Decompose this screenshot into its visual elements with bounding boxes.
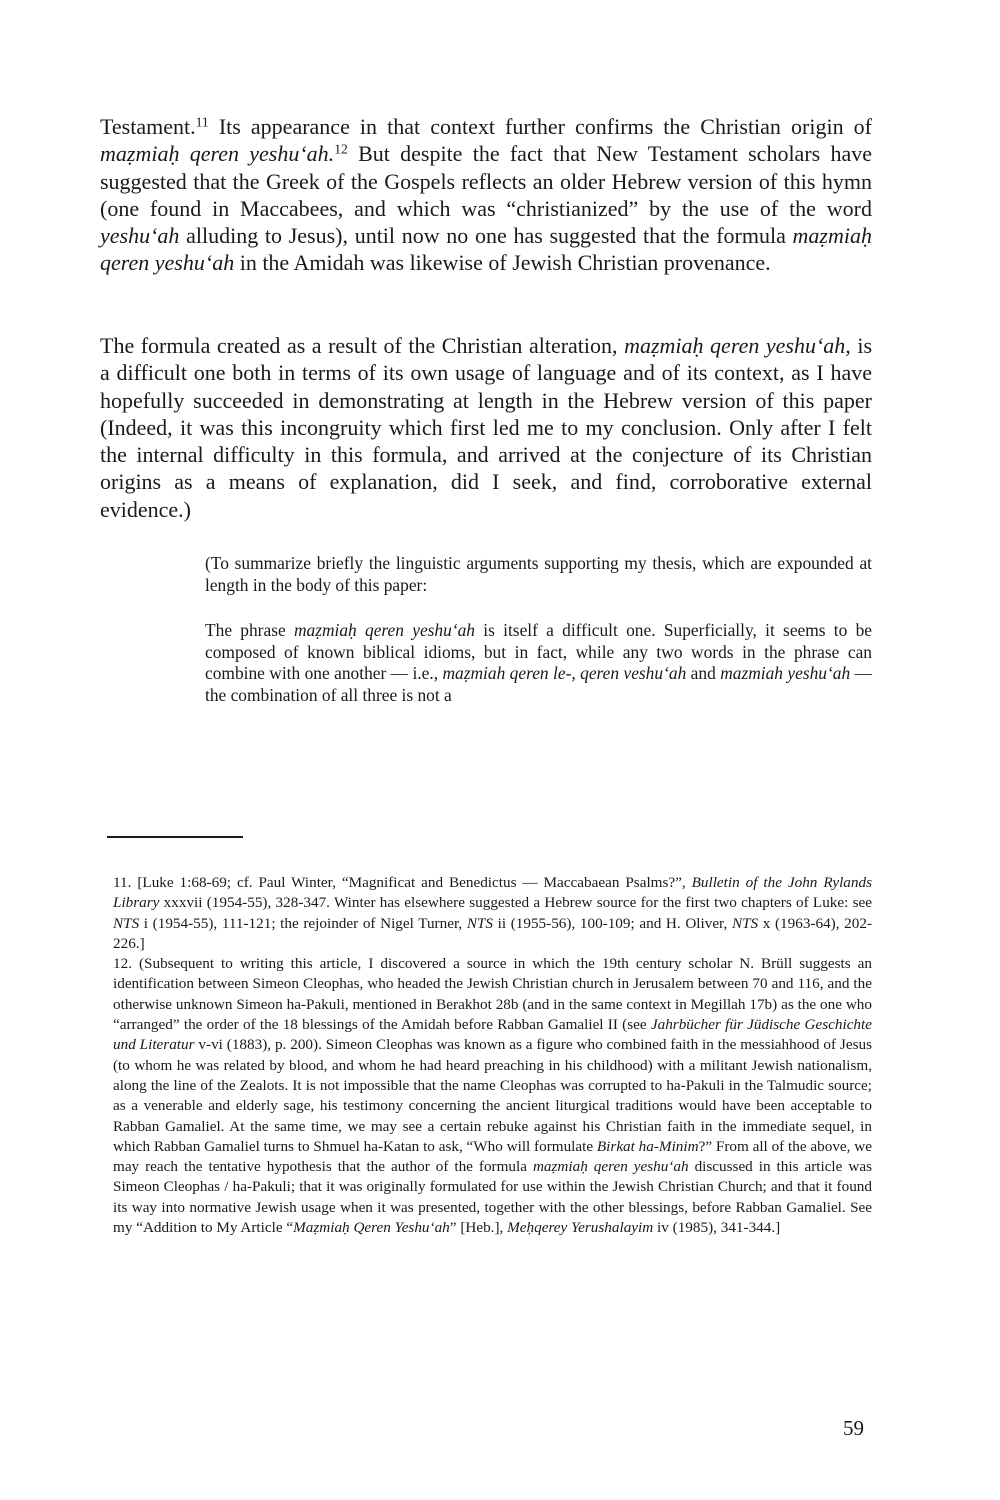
footnote-11 xyxy=(113,873,872,954)
italic-term: maẓmiaḥ qeren yeshu‘ah xyxy=(532,1158,689,1176)
footnote-12 xyxy=(113,954,872,1238)
footnote-ref-12[interactable]: 12 xyxy=(334,141,348,157)
italic-title: NTS xyxy=(113,914,140,932)
italic-title: Bulletin of the John Rylands Library xyxy=(113,874,872,912)
text-segment: Its appearance in that context further confirms the Christian origin of xyxy=(208,114,872,139)
footnotes xyxy=(113,873,872,1238)
italic-title: Meḥqerey Yerushalayim xyxy=(507,1219,654,1237)
indented-summary-paragraph xyxy=(205,620,872,706)
text-segment: Testament. xyxy=(100,114,196,139)
text-segment: discussed in this article was Simeon Cleophas / ha-Pakuli; that it was originally formulated for use within the Jewish Christian Church; and that it found its way into normative Jewish usage when it was presented, together with the other blessings, before Rabban Gamaliel. See my “Addition to My Article “ xyxy=(113,1158,872,1237)
text-segment: ii (1955-56), 100-109; and H. Oliver, xyxy=(493,914,732,932)
text-segment: 12. (Subsequent to writing this article, I discovered a source in which the 19th century scholar N. Brüll suggests an identification between Simeon Cleophas, who headed the Jewish Christian church in Jerusalem between 70 and 116, and the otherwise unknown Simeon ha-Pakuli, mentioned in Berakhot 28b (and in the same context in Megillah 17b) as the one who “arranged” the order of the 18 blessings of the Amidah before Rabban Gamaliel II (see xyxy=(113,955,872,1034)
italic-title: NTS xyxy=(731,914,759,932)
text-segment: alluding to Jesus), until now no one has suggested that the formula xyxy=(179,223,793,249)
indented-summary-intro: (To summarize briefly the linguistic arguments supporting my thesis, which are expounded at length in the body of this paper: xyxy=(205,553,872,595)
italic-title: Maẓmiaḥ Qeren Yeshu‘ah xyxy=(293,1219,450,1237)
italic-term: yeshu‘ah xyxy=(100,223,180,249)
text-segment: The phrase xyxy=(205,620,294,640)
text-segment: iv (1985), 341-344.] xyxy=(653,1219,781,1237)
text-segment: is a difficult one both in terms of its own usage of language and of its context, as I have hopefully succeeded in demonstrating at length in the Hebrew version of this paper (Indeed, it was this incongruity which first led me to my conclusion. Only after I felt the internal difficulty in this formula, and arrived at the conjecture of its Christian origins as a means of explanation, did I seek, and find, corroborative external evidence.) xyxy=(100,333,873,522)
text-segment: xxxvii (1954-55), 328-347. Winter has elsewhere suggested a Hebrew source for the first two chapters of Luke: see xyxy=(159,894,872,912)
italic-term: mazmiah yeshu‘ah xyxy=(720,663,851,683)
text-segment: But despite the fact that New Testament scholars have suggested that the Greek of the Gospels reflects an older Hebrew version of this hymn (one found in Maccabees, and which was “christianized” by the use of the word xyxy=(100,141,873,221)
italic-term: maẓmiaḥ qeren yeshu‘ah xyxy=(293,620,476,640)
text-segment: is itself a difficult one. Superficially, it seems to be composed of known biblical idioms, but in fact, while any two words in the phrase can combine with one another — i.e., xyxy=(205,620,873,683)
text-segment: v-vi (1883), p. 200). Simeon Cleophas was known as a figure who combined faith in the messiahhood of Jesus (to whom he was related by blood, and whom he had heard preaching in his childhood) with a militant Jewish nationalism, along the line of the Zealots. It is not impossible that the name Cleophas was corrupted to ha-Pakuli in the Talmudic source; as a venerable and elderly sage, his testimony concerning the ancient liturgical traditions would have been acceptable to Rabban Gamaliel. At the same time, we may see a certain rebuke against his Christian faith in the immediate sequel, in which Rabban Gamaliel turns to Shmuel ha-Katan to ask, “Who will formulate xyxy=(113,1036,873,1155)
italic-title: NTS xyxy=(466,914,493,932)
text-segment: in the Amidah was likewise of Jewish Christian provenance. xyxy=(234,250,771,276)
text-segment: and xyxy=(686,663,721,683)
italic-title: Jahrbücher für Jüdische Geschichte und Literatur xyxy=(113,1016,872,1054)
page-number: 59 xyxy=(843,1416,864,1440)
italic-title: Birkat ha-Minim xyxy=(596,1137,699,1155)
text-segment: — the combination of all three is not a xyxy=(205,663,872,705)
text-segment: The formula created as a result of the Christian alteration, xyxy=(100,333,625,358)
italic-term: maẓmiaḥ qeren yeshu‘ah, xyxy=(624,333,851,358)
text-segment: x (1963-64), 202-226.] xyxy=(113,914,872,952)
body-paragraph xyxy=(100,332,872,523)
footnote-separator xyxy=(107,836,243,838)
italic-term: maẓmiaḥ qeren yeshu‘ah. xyxy=(100,141,335,167)
body-paragraph-continuation xyxy=(100,113,872,277)
text-segment: ?” From all of the above, we may reach the tentative hypothesis that the author of the formula xyxy=(113,1137,872,1176)
footnote-ref-11[interactable]: 11 xyxy=(195,114,209,130)
text-segment: i (1954-55), 111-121; the rejoinder of Nigel Turner, xyxy=(139,914,467,932)
italic-term: maẓmiah qeren le-, qeren veshu‘ah xyxy=(442,663,687,683)
text-segment: ” [Heb.], xyxy=(449,1219,508,1237)
text-segment: 11. [Luke 1:68-69; cf. Paul Winter, “Magnificat and Benedictus — Maccabaean Psalms?”, xyxy=(113,874,692,891)
italic-term: maẓmiaḥ qeren yeshu‘ah xyxy=(100,223,872,276)
